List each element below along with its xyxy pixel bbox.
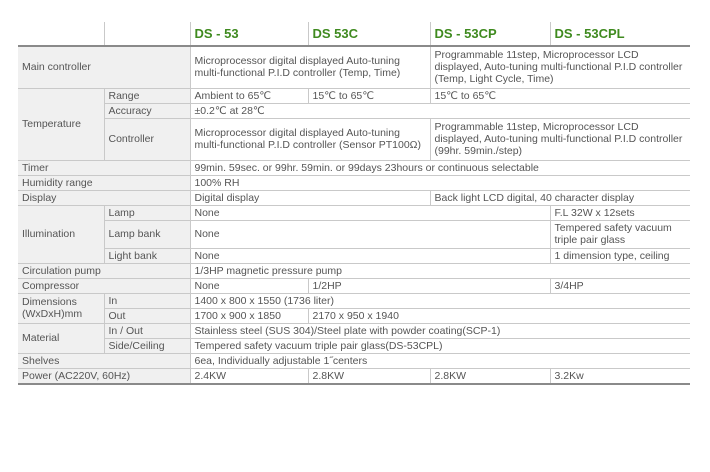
compressor-ds53: None — [190, 278, 308, 293]
header-empty — [18, 22, 104, 46]
row-compressor — [18, 278, 690, 293]
humidity-value: 100% RH — [190, 175, 690, 190]
main-controller-programmable: Programmable 11step, Microprocessor LCD displayed, Auto-tuning multi-functional P.I.D controller (Temp, Light Cycle, Time) — [430, 46, 690, 88]
main-controller-basic: Microprocessor digital displayed Auto-tuning multi-functional P.I.D controller (Temp, Time) — [190, 46, 430, 88]
dimensions-out-small: 1700 x 900 x 1850 — [190, 308, 308, 323]
lamp-bank-none: None — [190, 220, 550, 248]
dimensions-out-large: 2170 x 950 x 1940 — [308, 308, 690, 323]
row-humidity — [18, 175, 690, 190]
label-power: Power (AC220V, 60Hz) — [18, 368, 190, 384]
shelves-value: 6ea, Individually adjustable 1˝centers — [190, 353, 690, 368]
label-main-controller: Main controller — [18, 46, 190, 88]
label-out: Out — [104, 308, 190, 323]
label-material: Material — [18, 323, 104, 353]
label-humidity: Humidity range — [18, 175, 190, 190]
label-in: In — [104, 293, 190, 308]
label-circulation-pump: Circulation pump — [18, 263, 190, 278]
label-temperature: Temperature — [18, 88, 104, 160]
header-row — [18, 22, 690, 46]
label-display: Display — [18, 190, 190, 205]
lamp-bank-ds53cpl: Tempered safety vacuum triple pair glass — [550, 220, 690, 248]
range-ds53: Ambient to 65℃ — [190, 88, 308, 103]
controller-basic: Microprocessor digital displayed Auto-tuning multi-functional P.I.D controller (Sensor PT100Ω) — [190, 118, 430, 160]
header-ds53cp: DS - 53CP — [430, 22, 550, 46]
accuracy-value: ±0.2℃ at 28℃ — [190, 103, 690, 118]
label-illumination: Illumination — [18, 205, 104, 263]
label-side-ceiling: Side/Ceiling — [104, 338, 190, 353]
row-material-side — [18, 338, 690, 353]
light-bank-none: None — [190, 248, 550, 263]
controller-programmable: Programmable 11step, Microprocessor LCD displayed, Auto-tuning multi-functional P.I.D controller (99hr. 59min./step) — [430, 118, 690, 160]
label-timer: Timer — [18, 160, 190, 175]
row-illumination-lamp-bank — [18, 220, 690, 248]
lamp-none: None — [190, 205, 550, 220]
row-circulation-pump — [18, 263, 690, 278]
row-shelves — [18, 353, 690, 368]
spec-table — [18, 22, 690, 385]
compressor-ds53c: 1/2HP — [308, 278, 550, 293]
row-main-controller — [18, 46, 690, 88]
label-range: Range — [104, 88, 190, 103]
header-ds53: DS - 53 — [190, 22, 308, 46]
display-basic: Digital display — [190, 190, 430, 205]
label-accuracy: Accuracy — [104, 103, 190, 118]
row-illumination-light-bank — [18, 248, 690, 263]
header-ds53c: DS 53C — [308, 22, 430, 46]
label-compressor: Compressor — [18, 278, 190, 293]
row-display — [18, 190, 690, 205]
row-timer — [18, 160, 690, 175]
label-controller: Controller — [104, 118, 190, 160]
header-empty — [104, 22, 190, 46]
range-ds53cp: 15℃ to 65℃ — [430, 88, 690, 103]
label-lamp-bank: Lamp bank — [104, 220, 190, 248]
row-temperature-controller — [18, 118, 690, 160]
label-in-out: In / Out — [104, 323, 190, 338]
label-light-bank: Light bank — [104, 248, 190, 263]
row-temperature-accuracy — [18, 103, 690, 118]
row-power — [18, 368, 690, 384]
row-material-inout — [18, 323, 690, 338]
power-ds53: 2.4KW — [190, 368, 308, 384]
label-lamp: Lamp — [104, 205, 190, 220]
row-dimensions-out — [18, 308, 690, 323]
material-inout-value: Stainless steel (SUS 304)/Steel plate with powder coating(SCP-1) — [190, 323, 690, 338]
range-ds53c: 15℃ to 65℃ — [308, 88, 430, 103]
row-illumination-lamp — [18, 205, 690, 220]
light-bank-ds53cpl: 1 dimension type, ceiling — [550, 248, 690, 263]
timer-value: 99min. 59sec. or 99hr. 59min. or 99days 23hours or continuous selectable — [190, 160, 690, 175]
lamp-ds53cpl: F.L 32W x 12sets — [550, 205, 690, 220]
compressor-ds53cpl: 3/4HP — [550, 278, 690, 293]
circulation-pump-value: 1/3HP magnetic pressure pump — [190, 263, 690, 278]
power-ds53c: 2.8KW — [308, 368, 430, 384]
label-dimensions: Dimensions (WxDxH)mm — [18, 293, 104, 323]
dimensions-in-value: 1400 x 800 x 1550 (1736 liter) — [190, 293, 690, 308]
material-side-value: Tempered safety vacuum triple pair glass(DS-53CPL) — [190, 338, 690, 353]
header-ds53cpl: DS - 53CPL — [550, 22, 690, 46]
display-lcd: Back light LCD digital, 40 character display — [430, 190, 690, 205]
label-shelves: Shelves — [18, 353, 190, 368]
power-ds53cpl: 3.2Kw — [550, 368, 690, 384]
power-ds53cp: 2.8KW — [430, 368, 550, 384]
row-dimensions-in — [18, 293, 690, 308]
row-temperature-range — [18, 88, 690, 103]
